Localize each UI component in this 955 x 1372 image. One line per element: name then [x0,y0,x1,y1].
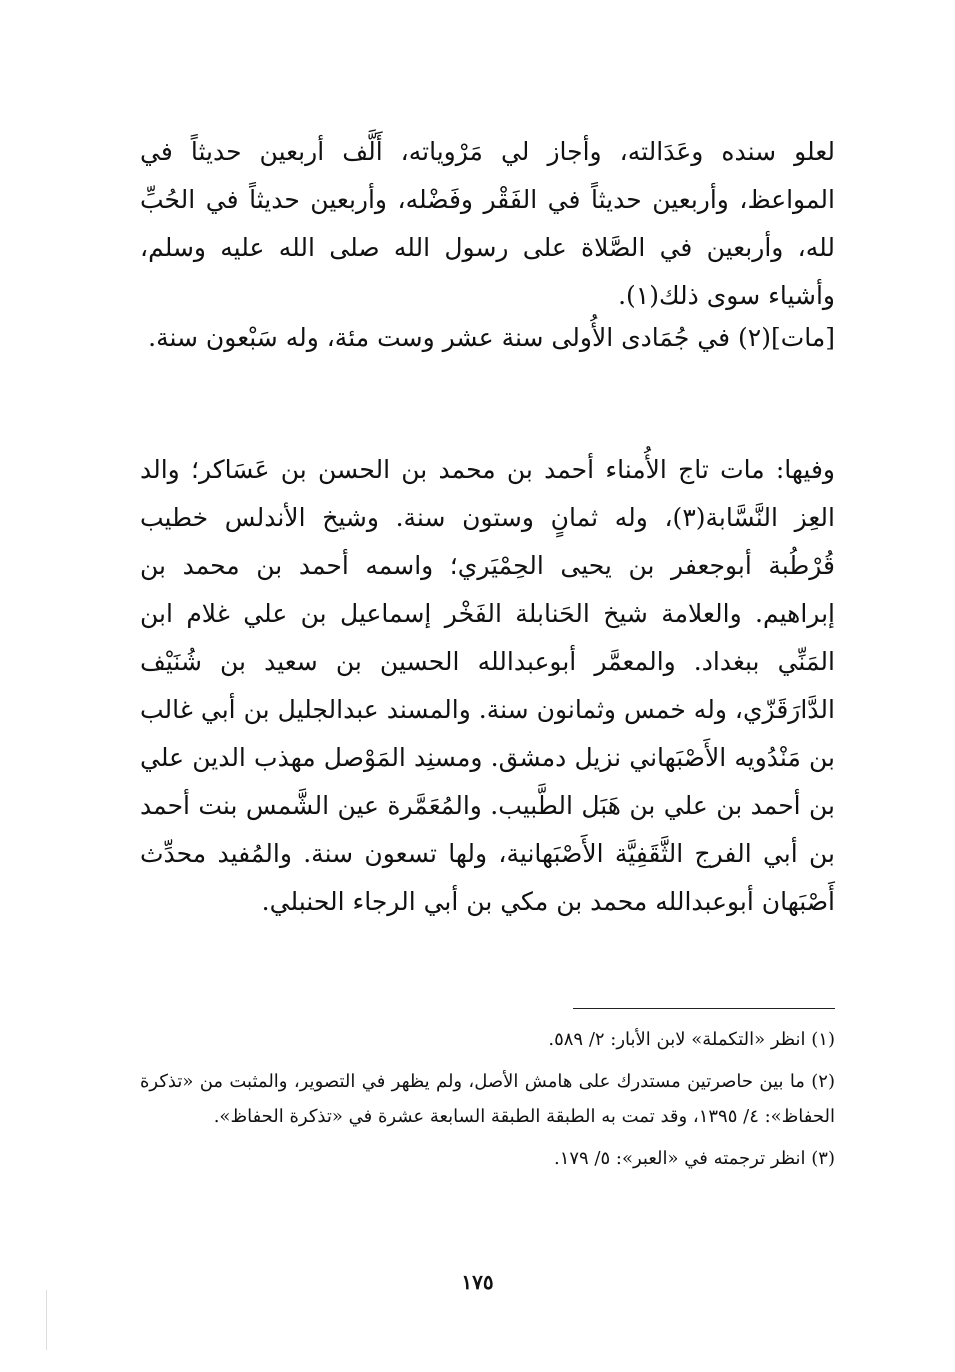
footnote-1: (١) انظر «التكملة» لابن الأبار: ٢/ ٥٨٩. [548,1029,835,1050]
body-paragraph-1: لعلو سنده وعَدَالته، وأجاز لي مَرْوياته، أَلَّف أربعين حديثاً في المواعظ، وأربعين حديثاً في الفَقْر وفَضْله، وأربعين حديثاً في الحُبِّ لله، وأربعين في الصَّلاة على رسول الله صلى الله عليه وسلم، وأشياء سوى ذلك(١). [140,137,835,310]
footnote-3: (٣) انظر ترجمته في «العبر»: ٥/ ١٧٩. [553,1148,835,1169]
scan-artifact-line [46,1290,47,1350]
body-paragraph-2: [مات](٢) في جُمَادى الأُولى سنة عشر وست مئة، وله سَبْعون سنة. [148,323,835,352]
body-paragraph-3: وفيها: مات تاج الأُمناء أحمد بن محمد بن الحسن بن عَسَاكر؛ والد العِز النَّسَّابة(٣)، وله ثمانٍ وستون سنة. وشيخ الأندلس خطيب قُرْطُبة أبوجعفر بن يحيى الحِمْيَري؛ واسمه أحمد بن محمد بن إبراهيم. والعلامة شيخ الحَنابلة الفَخْر إسماعيل بن علي غلام ابن المَنِّي ببغداد. والمعمَّر أبوعبدالله الحسين بن سعيد بن شُنَيْف الدَّارَقَزّي، وله خمس وثمانون سنة. والمسند عبدالجليل بن أبي غالب بن مَنْدُويه الأَصْبَهاني نزيل دمشق. ومسنِد المَوْصل مهذب الدين علي بن أحمد بن علي بن هَبَل الطَّبيب. والمُعَمَّرة عين الشَّمس بنت أحمد بن أبي الفرج الثَّقَفِيَّة الأَصْبَهانية، ولها تسعون سنة. والمُفيد محدِّث أَصْبَهان أبوعبدالله محمد بن مكي بن أبي الرجاء الحنبلي. [140,455,835,916]
page-number: ١٧٥ [461,1270,494,1294]
footnotes-section [140,1022,835,1183]
footnote-divider [573,1008,835,1009]
footnote-2: (٢) ما بين حاصرتين مستدرك على هامش الأصل، ولم يظهر في التصوير، والمثبت من «تذكرة الحفاظ»: ٤/ ١٣٩٥، وقد تمت به الطبقة الطبقة السابعة عشرة في «تذكرة الحفاظ». [140,1071,835,1127]
